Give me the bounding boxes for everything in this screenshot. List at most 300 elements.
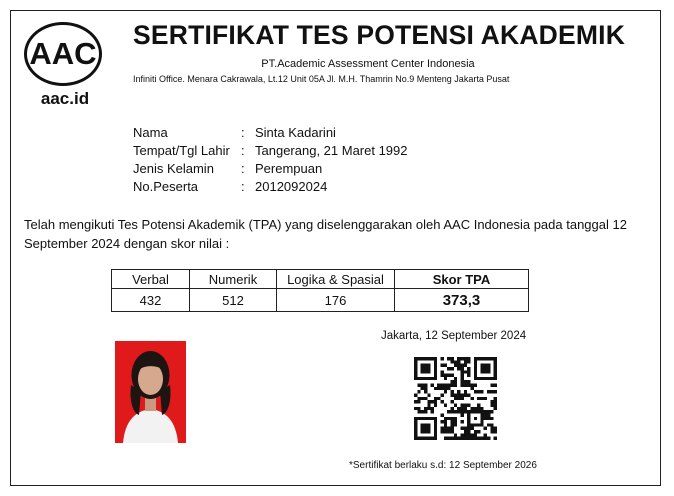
qr-module <box>457 390 460 393</box>
qr-module <box>434 423 437 426</box>
score-value-row <box>112 289 529 312</box>
qr-module <box>441 427 444 430</box>
qr-module <box>431 407 434 410</box>
qr-module <box>464 384 467 387</box>
score-header-row <box>112 270 529 289</box>
qr-module <box>494 403 497 406</box>
qr-module <box>480 410 483 413</box>
qr-module <box>451 417 454 420</box>
qr-module <box>494 430 497 433</box>
qr-module <box>424 423 427 426</box>
qr-module <box>454 433 457 436</box>
qr-module <box>477 390 480 393</box>
qr-module <box>424 437 427 440</box>
qr-module <box>434 400 437 403</box>
header-skor-tpa: Skor TPA <box>395 270 529 289</box>
qr-module <box>460 407 463 410</box>
qr-module <box>414 433 417 436</box>
qr-module <box>467 417 470 420</box>
qr-module <box>441 364 444 367</box>
qr-module <box>494 384 497 387</box>
qr-module <box>414 377 417 380</box>
qr-module <box>454 397 457 400</box>
qr-module <box>464 410 467 413</box>
qr-module <box>480 357 483 360</box>
qr-module <box>434 377 437 380</box>
aac-logo <box>24 22 102 86</box>
qr-module <box>434 370 437 373</box>
qr-module <box>487 377 490 380</box>
qr-module <box>467 394 470 397</box>
qr-module <box>474 430 477 433</box>
field-label: Jenis Kelamin <box>133 161 214 176</box>
qr-module <box>421 364 424 367</box>
qr-module <box>484 367 487 370</box>
qr-module <box>457 357 460 360</box>
qr-module <box>427 407 430 410</box>
qr-module <box>477 407 480 410</box>
qr-module <box>464 380 467 383</box>
qr-module <box>427 394 430 397</box>
qr-module <box>454 420 457 423</box>
qr-module <box>437 384 440 387</box>
qr-module <box>484 357 487 360</box>
qr-module <box>457 437 460 440</box>
qr-module <box>454 423 457 426</box>
qr-module <box>454 377 457 380</box>
qr-module <box>434 364 437 367</box>
qr-module <box>421 423 424 426</box>
place-date: Jakarta, 12 September 2024 <box>381 330 527 342</box>
qr-module <box>484 413 487 416</box>
qr-module <box>480 377 483 380</box>
qr-module <box>467 410 470 413</box>
qr-module <box>467 367 470 370</box>
qr-module <box>434 433 437 436</box>
qr-module <box>414 430 417 433</box>
qr-module <box>414 420 417 423</box>
score-numerik: 512 <box>190 289 277 312</box>
qr-module <box>464 360 467 363</box>
qr-module <box>414 400 417 403</box>
qr-module <box>460 380 463 383</box>
qr-module <box>454 403 457 406</box>
qr-module <box>421 397 424 400</box>
qr-module <box>460 384 463 387</box>
qr-module <box>480 420 483 423</box>
qr-module <box>427 437 430 440</box>
qr-module <box>414 417 417 420</box>
company-address: Infiniti Office. Menara Cakrawala, Lt.12 Unit 05A Jl. M.H. Thamrin No.9 Menteng Jakarta Pusat <box>133 74 510 84</box>
qr-module <box>454 410 457 413</box>
qr-module <box>451 430 454 433</box>
qr-module <box>484 437 487 440</box>
logo-domain: aac.id <box>40 89 90 108</box>
qr-module <box>424 390 427 393</box>
qr-module <box>490 410 493 413</box>
field-label: Nama <box>133 125 168 140</box>
qr-module <box>451 423 454 426</box>
qr-code-icon <box>414 357 497 440</box>
qr-module <box>417 397 420 400</box>
qr-module <box>424 417 427 420</box>
qr-module <box>431 400 434 403</box>
qr-module <box>441 357 444 360</box>
qr-module <box>470 397 473 400</box>
field-value: Tangerang, 21 Maret 1992 <box>255 143 408 158</box>
qr-module <box>484 364 487 367</box>
qr-module <box>414 407 417 410</box>
qr-module <box>460 403 463 406</box>
qr-module <box>427 377 430 380</box>
qr-module <box>467 433 470 436</box>
qr-module <box>444 364 447 367</box>
qr-module <box>457 394 460 397</box>
qr-module <box>474 357 477 360</box>
qr-module <box>484 397 487 400</box>
qr-module <box>460 377 463 380</box>
qr-module <box>464 364 467 367</box>
qr-module <box>441 370 444 373</box>
qr-module <box>460 433 463 436</box>
qr-module <box>444 420 447 423</box>
qr-module <box>457 407 460 410</box>
qr-module <box>490 403 493 406</box>
qr-module <box>474 377 477 380</box>
qr-module <box>467 420 470 423</box>
qr-module <box>427 357 430 360</box>
qr-module <box>490 384 493 387</box>
qr-module <box>447 430 450 433</box>
field-value: 2012092024 <box>255 179 328 194</box>
qr-module <box>494 360 497 363</box>
header-verbal: Verbal <box>112 270 190 289</box>
field-label: Tempat/Tgl Lahir <box>133 143 230 158</box>
qr-module <box>460 374 463 377</box>
qr-module <box>427 423 430 426</box>
qr-module <box>451 357 454 360</box>
qr-module <box>434 430 437 433</box>
qr-module <box>454 384 457 387</box>
qr-module <box>464 407 467 410</box>
qr-module <box>424 427 427 430</box>
qr-module <box>454 360 457 363</box>
qr-module <box>417 377 420 380</box>
qr-module <box>477 397 480 400</box>
qr-module <box>467 370 470 373</box>
qr-module <box>464 394 467 397</box>
qr-module <box>414 427 417 430</box>
qr-module <box>487 364 490 367</box>
qr-module <box>414 357 417 360</box>
qr-module <box>414 437 417 440</box>
qr-module <box>467 423 470 426</box>
qr-module <box>427 403 430 406</box>
validity-note: *Sertifikat berlaku s.d: 12 September 2026 <box>349 460 537 471</box>
qr-module <box>434 437 437 440</box>
qr-module <box>464 370 467 373</box>
qr-module <box>441 387 444 390</box>
qr-module <box>480 407 483 410</box>
qr-module <box>474 423 477 426</box>
qr-module <box>431 410 434 413</box>
qr-module <box>474 384 477 387</box>
qr-module <box>431 384 434 387</box>
qr-module <box>474 437 477 440</box>
qr-module <box>421 417 424 420</box>
qr-module <box>457 397 460 400</box>
qr-module <box>474 417 477 420</box>
field-separator: : <box>241 125 245 140</box>
qr-module <box>417 357 420 360</box>
qr-module <box>460 394 463 397</box>
qr-code-graphic <box>414 357 497 440</box>
qr-module <box>457 360 460 363</box>
qr-module <box>490 390 493 393</box>
qr-module <box>467 413 470 416</box>
qr-module <box>441 430 444 433</box>
qr-module <box>487 367 490 370</box>
qr-module <box>437 387 440 390</box>
qr-module <box>480 397 483 400</box>
qr-module <box>477 423 480 426</box>
qr-module <box>467 427 470 430</box>
qr-module <box>474 360 477 363</box>
qr-module <box>447 374 450 377</box>
qr-module <box>444 423 447 426</box>
qr-module <box>441 374 444 377</box>
qr-module <box>490 417 493 420</box>
qr-module <box>460 413 463 416</box>
qr-module <box>480 423 483 426</box>
qr-module <box>414 367 417 370</box>
qr-module <box>417 407 420 410</box>
qr-module <box>480 417 483 420</box>
qr-module <box>490 423 493 426</box>
qr-module <box>477 437 480 440</box>
qr-module <box>470 433 473 436</box>
qr-module <box>444 427 447 430</box>
qr-module <box>454 437 457 440</box>
qr-module <box>451 367 454 370</box>
qr-module <box>470 423 473 426</box>
qr-module <box>494 437 497 440</box>
qr-module <box>424 397 427 400</box>
qr-module <box>451 390 454 393</box>
qr-module <box>490 357 493 360</box>
qr-module <box>421 410 424 413</box>
qr-module <box>424 367 427 370</box>
qr-module <box>484 370 487 373</box>
qr-module <box>464 433 467 436</box>
qr-module <box>480 437 483 440</box>
qr-module <box>494 357 497 360</box>
score-table <box>111 269 529 312</box>
qr-module <box>431 377 434 380</box>
qr-module <box>490 400 493 403</box>
qr-module <box>434 360 437 363</box>
qr-module <box>434 387 437 390</box>
qr-module <box>494 400 497 403</box>
qr-module <box>444 403 447 406</box>
qr-module <box>460 427 463 430</box>
qr-module <box>477 377 480 380</box>
qr-module <box>477 410 480 413</box>
qr-module <box>487 417 490 420</box>
qr-module <box>467 380 470 383</box>
score-verbal: 432 <box>112 289 190 312</box>
qr-module <box>451 374 454 377</box>
qr-module <box>460 367 463 370</box>
qr-module <box>477 430 480 433</box>
qr-module <box>494 407 497 410</box>
qr-module <box>424 377 427 380</box>
qr-module <box>427 367 430 370</box>
score-tpa-total: 373,3 <box>395 289 529 312</box>
qr-module <box>424 384 427 387</box>
qr-module <box>424 357 427 360</box>
qr-module <box>480 367 483 370</box>
qr-module <box>457 410 460 413</box>
qr-module <box>444 387 447 390</box>
qr-module <box>460 397 463 400</box>
qr-module <box>457 367 460 370</box>
qr-module <box>487 413 490 416</box>
qr-module <box>477 403 480 406</box>
qr-module <box>464 427 467 430</box>
qr-module <box>487 390 490 393</box>
qr-module <box>464 357 467 360</box>
qr-module <box>467 384 470 387</box>
participant-photo <box>115 341 186 443</box>
qr-module <box>467 403 470 406</box>
qr-module <box>470 410 473 413</box>
qr-module <box>454 380 457 383</box>
qr-module <box>487 370 490 373</box>
qr-module <box>470 407 473 410</box>
qr-module <box>451 410 454 413</box>
qr-module <box>441 413 444 416</box>
qr-module <box>434 427 437 430</box>
statement-text: Telah mengikuti Tes Potensi Akademik (TPA) yang diselenggarakan oleh AAC Indonesia pada tanggal 12 September 2024 dengan skor nilai : <box>24 217 627 251</box>
qr-module <box>434 420 437 423</box>
qr-module <box>427 430 430 433</box>
qr-module <box>451 420 454 423</box>
qr-module <box>434 403 437 406</box>
qr-module <box>421 384 424 387</box>
qr-module <box>444 437 447 440</box>
qr-module <box>451 360 454 363</box>
qr-module <box>414 370 417 373</box>
qr-module <box>487 423 490 426</box>
qr-module <box>460 420 463 423</box>
qr-module <box>451 380 454 383</box>
header-logika-spasial: Logika & Spasial <box>277 270 395 289</box>
field-separator: : <box>241 179 245 194</box>
qr-module <box>494 364 497 367</box>
header-numerik: Numerik <box>190 270 277 289</box>
qr-module <box>417 410 420 413</box>
logo-text: AAC <box>29 36 97 71</box>
qr-module <box>434 417 437 420</box>
qr-module <box>467 437 470 440</box>
qr-module <box>494 367 497 370</box>
qr-module <box>490 377 493 380</box>
qr-module <box>487 437 490 440</box>
qr-module <box>417 417 420 420</box>
qr-module <box>427 364 430 367</box>
qr-module <box>477 357 480 360</box>
field-separator: : <box>241 143 245 158</box>
qr-module <box>444 417 447 420</box>
qr-module <box>467 360 470 363</box>
qr-module <box>474 410 477 413</box>
field-label: No.Peserta <box>133 179 199 194</box>
qr-module <box>467 430 470 433</box>
qr-module <box>447 367 450 370</box>
qr-module <box>421 377 424 380</box>
qr-module <box>474 364 477 367</box>
qr-module <box>447 437 450 440</box>
qr-module <box>417 400 420 403</box>
qr-module <box>417 437 420 440</box>
qr-module <box>464 390 467 393</box>
qr-module <box>427 400 430 403</box>
qr-module <box>490 427 493 430</box>
qr-module <box>460 364 463 367</box>
qr-module <box>451 384 454 387</box>
qr-module <box>427 427 430 430</box>
qr-module <box>434 374 437 377</box>
person-silhouette-icon <box>115 341 186 443</box>
qr-module <box>424 430 427 433</box>
qr-module <box>414 394 417 397</box>
qr-module <box>494 427 497 430</box>
qr-module <box>470 437 473 440</box>
qr-module <box>490 430 493 433</box>
field-value: Perempuan <box>255 161 323 176</box>
qr-module <box>464 403 467 406</box>
qr-module <box>464 437 467 440</box>
qr-module <box>484 433 487 436</box>
field-separator: : <box>241 161 245 176</box>
qr-module <box>414 374 417 377</box>
qr-module <box>451 427 454 430</box>
qr-module <box>480 364 483 367</box>
qr-module <box>480 413 483 416</box>
qr-module <box>470 384 473 387</box>
qr-module <box>447 384 450 387</box>
qr-module <box>457 364 460 367</box>
qr-module <box>470 387 473 390</box>
qr-module <box>494 390 497 393</box>
qr-module <box>451 407 454 410</box>
qr-module <box>424 407 427 410</box>
qr-module <box>451 394 454 397</box>
qr-module <box>417 384 420 387</box>
qr-module <box>434 367 437 370</box>
qr-module <box>454 394 457 397</box>
qr-module <box>454 417 457 420</box>
qr-module <box>474 367 477 370</box>
qr-module <box>427 417 430 420</box>
qr-module <box>431 357 434 360</box>
qr-module <box>431 437 434 440</box>
qr-module <box>424 370 427 373</box>
qr-module <box>474 370 477 373</box>
qr-module <box>460 357 463 360</box>
qr-module <box>484 417 487 420</box>
